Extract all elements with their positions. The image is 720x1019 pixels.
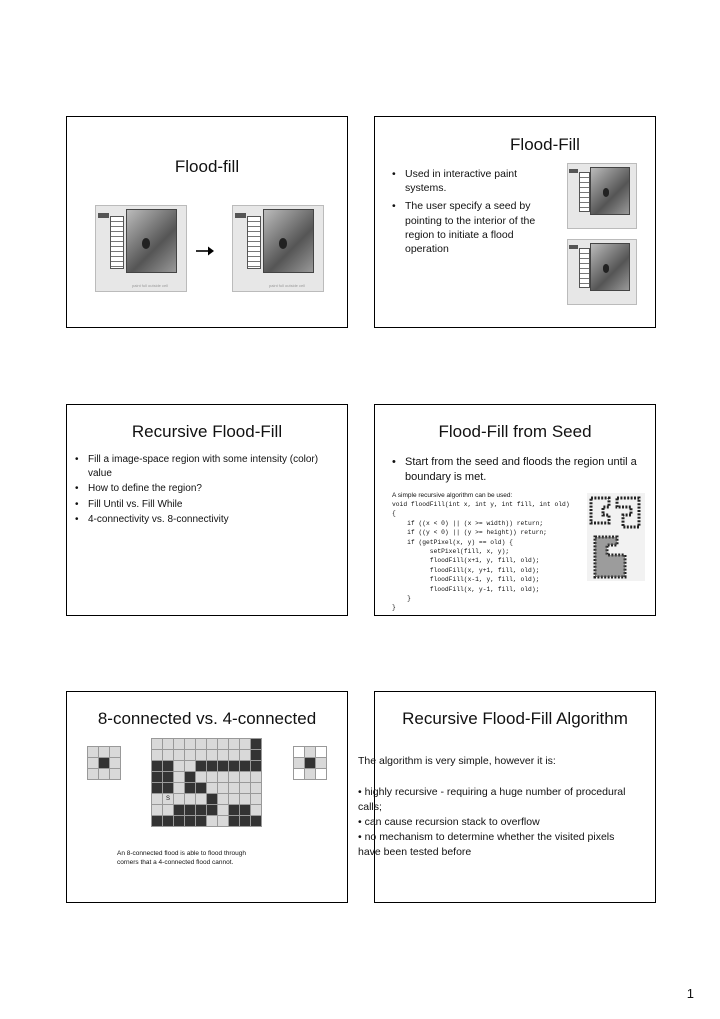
flood-fill-pixel-figure (587, 493, 645, 581)
grid-cell (110, 758, 121, 769)
grid-cell (185, 761, 196, 772)
flood-grid (151, 738, 262, 827)
page-number: 1 (686, 986, 694, 1001)
grid-cell (163, 761, 174, 772)
grid-cell (152, 761, 163, 772)
screenshot-before (95, 205, 187, 292)
bullet-item: • Fill Until vs. Fill While (75, 498, 340, 512)
window-corner (569, 169, 577, 173)
grid-cell (229, 761, 240, 772)
grid-cell (240, 750, 251, 761)
scene-image (126, 209, 178, 272)
screenshot-after (232, 205, 324, 292)
grid-cell (196, 816, 207, 827)
grid-cell (218, 772, 229, 783)
tool-palette (579, 172, 590, 212)
grid-cell (163, 739, 174, 750)
slide-title: Flood-fill (174, 157, 240, 176)
bullet-list (392, 167, 552, 256)
grid-cell (207, 761, 218, 772)
grid-cell (174, 772, 185, 783)
screenshot-top (567, 163, 637, 229)
slide-flood-fill-intro (374, 116, 656, 328)
eight-neighbour-mask (87, 746, 121, 780)
intro-text: The algorithm is very simple, however it is: (358, 755, 556, 767)
grid-cell (196, 783, 207, 794)
grid-cell (185, 783, 196, 794)
grid-cell (305, 769, 316, 780)
code-listing: void floodFill(int x, int y, int fill, int old) { if ((x < 0) || (x >= width)) return; if ((y < 0) || (y >= height)) return; if (getPixel(x, y) == old) { setPixel(fill, x, y); floodFill(x+1, y, fill, old); floodFill(x, y+1, fill, old); floodFill(x-1, y, fill, old); floodFill(x, y-1, fill, old); } } (392, 501, 570, 612)
grid-cell (185, 750, 196, 761)
grid-cell (174, 739, 185, 750)
bullet-list (392, 455, 642, 485)
scene-image (590, 167, 629, 215)
grid-cell (207, 805, 218, 816)
grid-cell (240, 761, 251, 772)
slide-flood-fill (66, 116, 348, 328)
grid-cell (196, 739, 207, 750)
bullet-item: • The user specify a seed by pointing to the interior of the region to initiate a flood operation (392, 199, 552, 256)
grid-cell (229, 783, 240, 794)
grid-cell (251, 750, 262, 761)
grid-cell (229, 750, 240, 761)
slide-title: Flood-Fill from Seed (438, 422, 592, 441)
grid-cell (196, 772, 207, 783)
limitation-item: • no mechanism to determine whether the visited pixels have been tested before (358, 831, 615, 858)
grid-cell (152, 783, 163, 794)
grid-cell (251, 772, 262, 783)
grid-cell (174, 816, 185, 827)
slide-title: Flood-Fill (510, 135, 580, 154)
tool-palette (579, 248, 590, 288)
window-corner (98, 213, 109, 218)
grid-cell (174, 783, 185, 794)
tool-palette (110, 216, 124, 269)
screenshot-caption: paint full outside cell (269, 283, 306, 289)
grid-cell (174, 805, 185, 816)
code-intro: A simple recursive algorithm can be used: (392, 492, 513, 499)
bullet-item: • 4-connectivity vs. 8-connectivity (75, 513, 340, 527)
bullet-list (75, 453, 340, 527)
grid-cell (229, 816, 240, 827)
grid-cell (316, 769, 327, 780)
limitation-item: • can cause recursion stack to overflow (358, 816, 540, 828)
window-corner (569, 245, 577, 249)
grid-cell (88, 747, 99, 758)
grid-cell (174, 794, 185, 805)
grid-cell (240, 816, 251, 827)
grid-cell (316, 758, 327, 769)
grid-cell (218, 783, 229, 794)
grid-cell (196, 761, 207, 772)
grid-cell (251, 761, 262, 772)
seed-cell: S (163, 794, 174, 805)
slide-recursive-algorithm (358, 691, 656, 903)
grid-cell (196, 805, 207, 816)
bullet-item: • How to define the region? (75, 482, 340, 496)
scene-image (263, 209, 315, 272)
grid-cell (196, 794, 207, 805)
grid-cell (163, 783, 174, 794)
grid-cell (185, 805, 196, 816)
grid-cell (163, 816, 174, 827)
grid-cell (196, 750, 207, 761)
grid-cell (88, 758, 99, 769)
grid-cell (294, 758, 305, 769)
grid-cell (251, 805, 262, 816)
limitations-list (358, 785, 638, 860)
grid-cell (88, 769, 99, 780)
grid-cell (240, 772, 251, 783)
screenshot-caption: paint full outside cell (132, 283, 169, 289)
grid-cell (185, 739, 196, 750)
grid-cell (240, 794, 251, 805)
grid-cell (218, 816, 229, 827)
grid-cell (207, 772, 218, 783)
grid-cell (207, 816, 218, 827)
grid-cell (163, 750, 174, 761)
bullet-item: • Fill a image-space region with some intensity (color) value (75, 453, 340, 480)
bullet-item: • Used in interactive paint systems. (392, 167, 552, 195)
arrow-right-icon (195, 245, 215, 257)
grid-cell (218, 739, 229, 750)
grid-cell (229, 794, 240, 805)
grid-cell (229, 772, 240, 783)
grid-cell (218, 805, 229, 816)
grid-cell (163, 772, 174, 783)
four-neighbour-mask (293, 746, 327, 780)
grid-cell (185, 816, 196, 827)
grid-cell (294, 769, 305, 780)
grid-cell (251, 783, 262, 794)
screenshot-bottom (567, 239, 637, 305)
grid-cell (207, 783, 218, 794)
slide-recursive-flood-fill (66, 404, 348, 616)
grid-cell (305, 747, 316, 758)
grid-cell (251, 739, 262, 750)
grid-cell (152, 772, 163, 783)
grid-cell (218, 794, 229, 805)
slide-title: 8-connected vs. 4-connected (97, 709, 317, 728)
grid-cell (251, 816, 262, 827)
grid-cell (174, 750, 185, 761)
bullet-item: • Start from the seed and floods the region until a boundary is met. (392, 455, 642, 485)
grid-cell (294, 747, 305, 758)
grid-cell (152, 739, 163, 750)
grid-cell (218, 750, 229, 761)
grid-cell (218, 761, 229, 772)
tool-palette (247, 216, 261, 269)
grid-cell (99, 747, 110, 758)
grid-cell (152, 794, 163, 805)
grid-cell (174, 761, 185, 772)
grid-cell (207, 750, 218, 761)
slide-title: Recursive Flood-Fill (131, 422, 283, 441)
slide-title: Recursive Flood-Fill Algorithm (402, 709, 628, 728)
figure-caption: An 8-connected flood is able to flood through corners that a 4-connected flood cannot. (117, 850, 247, 866)
grid-cell (152, 750, 163, 761)
grid-cell (251, 794, 262, 805)
slide-flood-fill-from-seed (374, 404, 656, 616)
grid-cell (316, 747, 327, 758)
grid-cell (99, 758, 110, 769)
grid-cell (305, 758, 316, 769)
limitation-item: • highly recursive - requiring a huge number of procedural calls; (358, 786, 626, 813)
grid-cell (110, 747, 121, 758)
grid-cell (240, 783, 251, 794)
grid-cell (163, 805, 174, 816)
grid-cell (110, 769, 121, 780)
grid-cell (152, 816, 163, 827)
grid-cell (207, 739, 218, 750)
slide-8-vs-4-connected (66, 691, 348, 903)
grid-cell (152, 805, 163, 816)
grid-cell (240, 739, 251, 750)
grid-cell (185, 794, 196, 805)
grid-cell (229, 805, 240, 816)
grid-cell (240, 805, 251, 816)
grid-cell (185, 772, 196, 783)
grid-cell (99, 769, 110, 780)
window-corner (235, 213, 246, 218)
grid-cell (207, 794, 218, 805)
grid-cell (229, 739, 240, 750)
scene-image (590, 243, 629, 291)
